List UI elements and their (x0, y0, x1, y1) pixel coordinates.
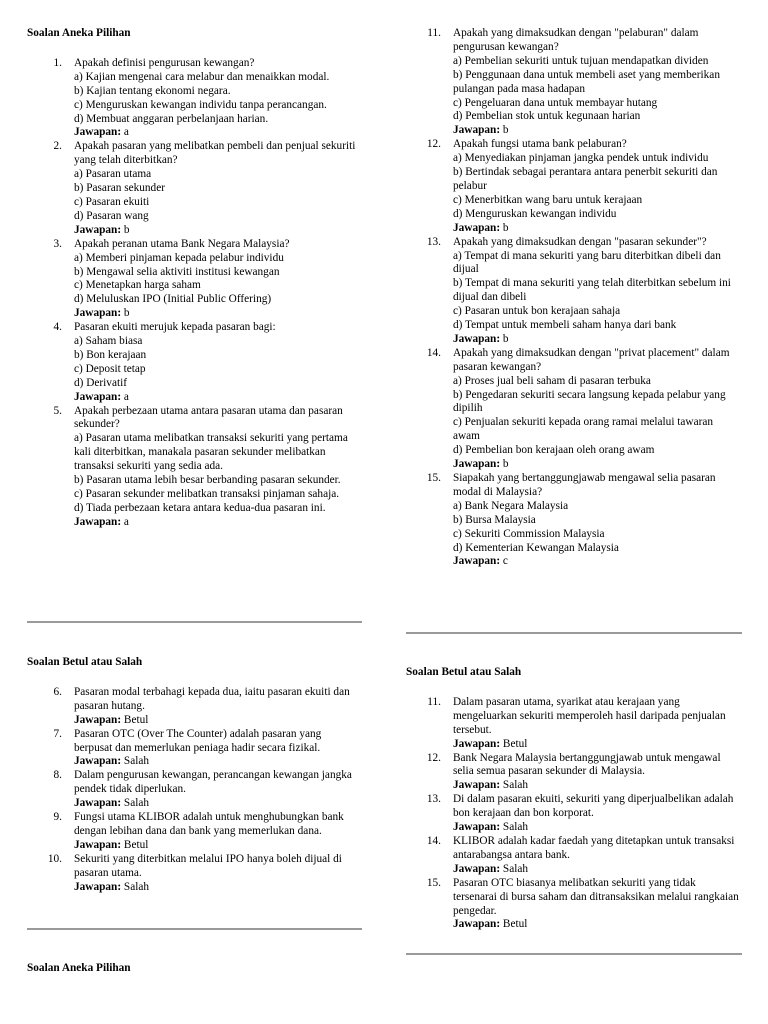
question-item (27, 853, 362, 895)
answer-label: Jawapan: (453, 862, 501, 875)
answer-value: c (502, 555, 508, 568)
answer-value: Betul (123, 838, 149, 851)
question-list (406, 696, 742, 932)
answer-value: Salah (502, 779, 529, 792)
answer-value: Salah (502, 862, 529, 875)
answer-label: Jawapan: (74, 307, 122, 320)
answer-option: c) Deposit tetap (74, 362, 146, 375)
answer-line (453, 222, 742, 236)
answer-label: Jawapan: (453, 779, 501, 792)
question-item (27, 140, 362, 237)
answer-value: Salah (123, 797, 150, 810)
question-text: Dalam pasaran utama, syarikat atau kerajaan yang mengeluarkan sekuriti memperoleh hasil daripada penjualan tersebut. (453, 695, 726, 736)
answer-label: Jawapan: (453, 555, 501, 568)
question-text: Apakah yang dimaksudkan dengan "privat placement" dalam pasaran kewangan? (453, 346, 730, 373)
answer-value: b (502, 458, 509, 471)
question-item (27, 321, 362, 404)
question-item (406, 696, 742, 752)
answer-label: Jawapan: (453, 221, 501, 234)
answer-option: a) Saham biasa (74, 335, 143, 348)
answer-option: b) Bon kerajaan (74, 348, 147, 361)
answer-value: Betul (502, 737, 528, 750)
answer-line (74, 224, 362, 238)
answer-value: b (502, 124, 509, 137)
question-text: Pasaran OTC (Over The Counter) adalah pasaran yang berpusat dan memerlukan peniaga hadir secara fizikal. (74, 727, 322, 754)
answer-option: a) Memberi pinjaman kepada pelabur individu (74, 251, 284, 264)
answer-option: c) Pengeluaran dana untuk membayar hutang (453, 96, 658, 109)
answer-option: b) Bertindak sebagai perantara antara penerbit sekuriti dan pelabur (453, 166, 718, 192)
answer-label: Jawapan: (453, 918, 501, 931)
left-mcq-section (27, 27, 362, 530)
divider (27, 621, 362, 623)
answer-line (74, 881, 362, 895)
answer-line (74, 797, 362, 811)
section-title: Soalan Aneka Pilihan (27, 27, 131, 39)
question-item (406, 752, 742, 794)
question-text: Apakah yang dimaksudkan dengan "pelaburan" dalam pengurusan kewangan? (453, 27, 699, 53)
answer-option: d) Meluluskan IPO (Initial Public Offering) (74, 293, 272, 306)
question-item (27, 405, 362, 530)
answer-option: a) Bank Negara Malaysia (453, 499, 569, 512)
question-list (27, 57, 362, 530)
question-number: 15. (426, 472, 441, 484)
answer-option: c) Menerbitkan wang baru untuk kerajaan (453, 193, 643, 206)
question-text: Pasaran OTC biasanya melibatkan sekuriti yang tidak tersenarai di bursa saham dan ditransaksikan melalui rangkaian pengedar. (453, 876, 739, 917)
question-item (27, 769, 362, 811)
question-text: Fungsi utama KLIBOR adalah untuk menghubungkan bank dengan lebihan dana dan bank yang memerlukan dana. (74, 811, 344, 837)
answer-line (453, 779, 742, 793)
question-number: 8. (53, 769, 62, 782)
question-item (406, 835, 742, 877)
left-tf-section (27, 656, 362, 895)
question-item (27, 686, 362, 728)
answer-line (74, 391, 362, 405)
question-number: 10. (47, 852, 62, 865)
answer-value: a (123, 126, 129, 139)
answer-option: a) Menyediakan pinjaman jangka pendek untuk individu (453, 152, 709, 165)
question-number: 12. (426, 751, 441, 764)
answer-label: Jawapan: (74, 713, 122, 726)
answer-line (453, 458, 742, 472)
answer-option: c) Pasaran sekunder melibatkan transaksi pinjaman sahaja. (74, 488, 340, 500)
answer-line (74, 516, 362, 530)
question-text: Sekuriti yang diterbitkan melalui IPO hanya boleh dijual di pasaran utama. (74, 852, 342, 879)
answer-value: a (123, 390, 129, 403)
question-text: Apakah peranan utama Bank Negara Malaysia? (74, 237, 290, 250)
answer-line (453, 821, 742, 835)
right-mcq-section (406, 27, 742, 569)
answer-label: Jawapan: (453, 737, 501, 750)
question-text: Pasaran modal terbahagi kepada dua, iaitu pasaran ekuiti dan pasaran hutang. (74, 685, 350, 712)
answer-line (74, 307, 362, 321)
answer-label: Jawapan: (453, 332, 501, 345)
answer-value: b (123, 223, 130, 236)
answer-value: Salah (123, 880, 150, 893)
question-number: 7. (53, 727, 62, 740)
answer-option: b) Pasaran utama lebih besar berbanding pasaran sekunder. (74, 474, 341, 487)
answer-option: d) Derivatif (74, 376, 128, 389)
answer-option: d) Kementerian Kewangan Malaysia (453, 541, 619, 554)
answer-label: Jawapan: (74, 797, 122, 810)
answer-line (453, 555, 742, 569)
answer-label: Jawapan: (74, 880, 122, 893)
question-number: 1. (53, 56, 62, 69)
question-item (406, 347, 742, 472)
question-number: 11. (427, 27, 441, 39)
question-item (406, 472, 742, 569)
answer-option: a) Pasaran utama melibatkan transaksi sekuriti yang pertama kali diterbitkan, manakala pasaran sekunder melibatkan transaksi sekuriti yang sedia ada. (74, 432, 348, 473)
divider (406, 953, 742, 955)
question-text: Apakah fungsi utama bank pelaburan? (453, 138, 627, 151)
answer-line (74, 755, 362, 769)
section-title: Soalan Betul atau Salah (406, 666, 522, 678)
answer-option: b) Mengawal selia aktiviti institusi kewangan (74, 265, 280, 278)
answer-value: Salah (502, 821, 529, 834)
answer-label: Jawapan: (74, 838, 122, 851)
answer-label: Jawapan: (453, 124, 501, 137)
question-item (27, 57, 362, 140)
answer-label: Jawapan: (74, 515, 122, 528)
answer-label: Jawapan: (453, 458, 501, 471)
answer-line (74, 126, 362, 140)
answer-option: c) Pasaran untuk bon kerajaan sahaja (453, 305, 621, 318)
answer-option: b) Pasaran sekunder (74, 182, 165, 195)
question-list (27, 686, 362, 895)
answer-value: b (123, 307, 130, 320)
answer-option: d) Pasaran wang (74, 209, 149, 222)
question-number: 2. (53, 140, 62, 153)
question-number: 14. (426, 834, 441, 847)
answer-label: Jawapan: (74, 390, 122, 403)
question-number: 9. (53, 811, 62, 824)
answer-label: Jawapan: (453, 821, 501, 834)
question-item (406, 27, 742, 138)
answer-line (453, 918, 742, 932)
right-tf-section (406, 666, 742, 932)
question-text: Pasaran ekuiti merujuk kepada pasaran bagi: (74, 321, 276, 334)
question-item (406, 138, 742, 235)
answer-line (74, 839, 362, 853)
answer-option: d) Pembelian bon kerajaan oleh orang awam (453, 444, 655, 457)
answer-option: a) Proses jual beli saham di pasaran terbuka (453, 374, 651, 387)
section-title: Soalan Aneka Pilihan (27, 962, 131, 974)
question-text: KLIBOR adalah kadar faedah yang ditetapkan untuk transaksi antarabangsa antara bank. (453, 834, 735, 861)
question-number: 15. (426, 876, 441, 889)
question-list (406, 27, 742, 569)
answer-value: Salah (123, 755, 150, 768)
answer-line (74, 714, 362, 728)
question-item (406, 236, 742, 347)
question-text: Di dalam pasaran ekuiti, sekuriti yang diperjualbelikan adalah bon kerajaan dan bon korporat. (453, 793, 734, 820)
section-title: Soalan Betul atau Salah (27, 656, 143, 668)
answer-option: d) Membuat anggaran perbelanjaan harian. (74, 112, 269, 125)
answer-option: c) Sekuriti Commission Malaysia (453, 527, 605, 540)
answer-option: b) Penggunaan dana untuk membeli aset yang memberikan pulangan pada masa hadapan (453, 68, 720, 95)
answer-option: b) Bursa Malaysia (453, 513, 536, 526)
question-item (27, 811, 362, 853)
answer-label: Jawapan: (74, 223, 122, 236)
question-item (27, 728, 362, 770)
answer-option: b) Tempat di mana sekuriti yang telah diterbitkan sebelum ini dijual dan dibeli (453, 277, 731, 304)
answer-label: Jawapan: (74, 755, 122, 768)
answer-option: a) Pasaran utama (74, 168, 152, 181)
answer-line (453, 863, 742, 877)
answer-option: a) Kajian mengenai cara melabur dan menaikkan modal. (74, 70, 330, 83)
answer-value: a (123, 515, 129, 528)
divider (27, 928, 362, 930)
answer-option: d) Pembelian stok untuk kegunaan harian (453, 110, 641, 123)
question-text: Apakah definisi pengurusan kewangan? (74, 56, 255, 69)
answer-line (453, 738, 742, 752)
answer-line (453, 124, 742, 138)
question-text: Dalam pengurusan kewangan, perancangan kewangan jangka pendek tidak diperlukan. (74, 769, 352, 796)
answer-option: a) Tempat di mana sekuriti yang baru diterbitkan dibeli dan dijual (453, 249, 721, 276)
question-number: 4. (53, 321, 62, 334)
answer-option: b) Kajian tentang ekonomi negara. (74, 84, 231, 97)
answer-label: Jawapan: (74, 126, 122, 139)
answer-option: c) Pasaran ekuiti (74, 195, 150, 208)
question-number: 6. (53, 685, 62, 698)
question-item (406, 793, 742, 835)
question-number: 13. (426, 793, 441, 806)
answer-option: d) Menguruskan kewangan individu (453, 207, 617, 220)
answer-value: Betul (123, 713, 149, 726)
left-mcq-section-2 (27, 962, 362, 976)
answer-option: c) Penjualan sekuriti kepada orang ramai melalui tawaran awam (453, 416, 714, 443)
question-number: 3. (53, 237, 62, 250)
question-item (406, 877, 742, 933)
question-text: Apakah yang dimaksudkan dengan "pasaran sekunder"? (453, 235, 707, 248)
question-number: 14. (426, 346, 441, 359)
answer-line (453, 333, 742, 347)
answer-value: Betul (502, 918, 528, 931)
question-item (27, 238, 362, 321)
answer-value: b (502, 332, 509, 345)
question-number: 5. (53, 404, 62, 417)
question-text: Apakah perbezaan utama antara pasaran utama dan pasaran sekunder? (74, 404, 343, 431)
question-text: Bank Negara Malaysia bertanggungjawab untuk mengawal selia semua pasaran sekunder di Malaysia. (453, 751, 721, 778)
question-number: 12. (426, 138, 441, 151)
answer-option: c) Menguruskan kewangan individu tanpa perancangan. (74, 98, 327, 111)
answer-option: a) Pembelian sekuriti untuk tujuan mendapatkan dividen (453, 54, 709, 67)
answer-option: c) Menetapkan harga saham (74, 279, 201, 292)
question-text: Apakah pasaran yang melibatkan pembeli dan penjual sekuriti yang telah diterbitkan? (74, 140, 356, 167)
answer-value: b (502, 221, 509, 234)
answer-option: b) Pengedaran sekuriti secara langsung kepada pelabur yang dipilih (453, 388, 726, 415)
answer-option: d) Tiada perbezaan ketara antara kedua-dua pasaran ini. (74, 501, 326, 514)
question-text: Siapakah yang bertanggungjawab mengawal selia pasaran modal di Malaysia? (453, 472, 716, 498)
divider (406, 632, 742, 634)
question-number: 13. (426, 235, 441, 248)
answer-option: d) Tempat untuk membeli saham hanya dari bank (453, 319, 677, 332)
question-number: 11. (427, 695, 441, 708)
